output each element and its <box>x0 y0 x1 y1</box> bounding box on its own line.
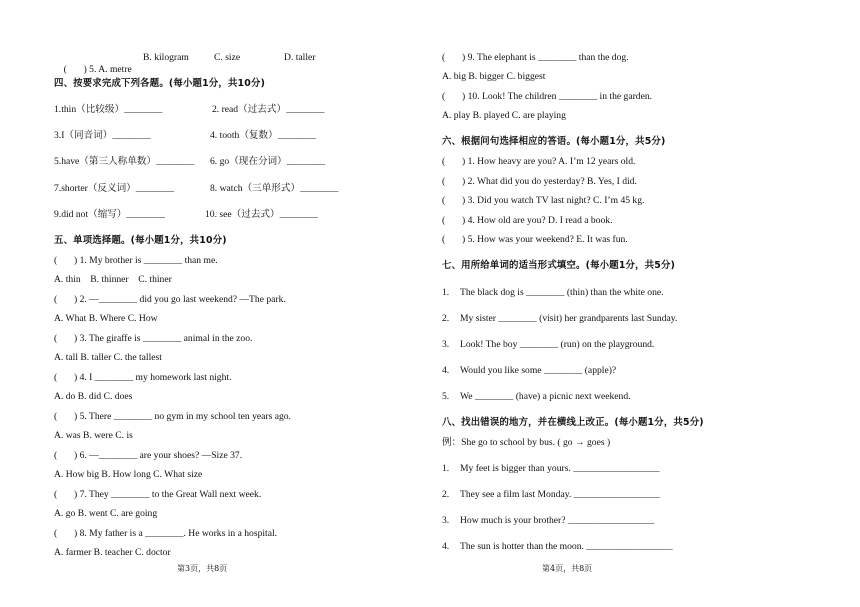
s6-line: ( ) 3. Did you watch TV last night? C. I’m 45 kg. <box>442 195 645 206</box>
s6-line: ( ) 4. How old are you? D. I read a book. <box>442 215 613 226</box>
s7-item-text: My sister ________ (visit) her grandparents last Sunday. <box>460 313 678 324</box>
s8-item-text: They see a film last Monday. __________________ <box>460 489 661 500</box>
s7-item-text: The black dog is ________ (thin) than the white one. <box>460 287 664 298</box>
section-7-title: 七、用所给单词的适当形式填空。(每小题1分，共5分) <box>442 260 676 271</box>
vocab-q5-stem: ( ) 5. A. metre <box>63 64 132 75</box>
s7-item-num: 4. <box>442 365 450 376</box>
s5-line: A. go B. went C. are going <box>54 508 158 519</box>
s4-item-6: 6. go（现在分词）________ <box>210 156 326 167</box>
s6-line: ( ) 5. How was your weekend? E. It was fun. <box>442 234 628 245</box>
s4-item-4: 4. tooth（复数）________ <box>210 130 317 141</box>
vocab-q5-option-c: C. size <box>214 52 241 63</box>
vocab-q5-option-d: D. taller <box>284 52 316 63</box>
s5-line: ( ) 5. There ________ no gym in my school ten years ago. <box>54 411 291 422</box>
s8-item-num: 2. <box>442 489 450 500</box>
s5-line: ( ) 7. They ________ to the Great Wall next week. <box>54 489 262 500</box>
s4-item-2: 2. read（过去式）________ <box>212 104 325 115</box>
s5-line: ( ) 4. I ________ my homework last night. <box>54 372 232 383</box>
s7-item-text: We ________ (have) a picnic next weekend. <box>460 391 631 402</box>
s7-item-text: Would you like some ________ (apple)? <box>460 365 617 376</box>
vocab-q5-option-b: B. kilogram <box>143 52 189 63</box>
s7-item-text: Look! The boy ________ (run) on the playground. <box>460 339 655 350</box>
s8-item-text: How much is your brother? __________________ <box>460 515 655 526</box>
s4-item-9: 9.did not（缩写）________ <box>54 209 165 220</box>
s7-item-num: 5. <box>442 391 450 402</box>
s6-line: ( ) 1. How heavy are you? A. I’m 12 years old. <box>442 156 636 167</box>
s5-line: ( ) 8. My father is a ________. He works in a hospital. <box>54 528 278 539</box>
s5-cont-line: A. play B. played C. are playing <box>442 110 566 121</box>
s8-item-text: My feet is bigger than yours. __________________ <box>460 463 660 474</box>
s5-line: ( ) 2. —________ did you go last weekend? —The park. <box>54 294 286 305</box>
s5-line: A. thin B. thinner C. thiner <box>54 274 172 285</box>
s7-item-num: 2. <box>442 313 450 324</box>
section-8-title: 八、找出错误的地方，并在横线上改正。(每小题1分，共5分) <box>442 417 704 428</box>
s8-item-num: 4. <box>442 541 450 552</box>
s4-item-7: 7.shorter（反义词）________ <box>54 183 175 194</box>
s8-example: 例：She go to school by bus. ( go → goes ) <box>442 437 611 448</box>
s5-cont-line: A. big B. bigger C. biggest <box>442 71 546 82</box>
s8-item-text: The sun is hotter than the moon. __________________ <box>460 541 673 552</box>
s5-line: A. farmer B. teacher C. doctor <box>54 547 171 558</box>
s4-item-8: 8. watch（三单形式）________ <box>210 183 339 194</box>
s8-item-num: 1. <box>442 463 450 474</box>
s6-line: ( ) 2. What did you do yesterday? B. Yes, I did. <box>442 176 637 187</box>
s4-item-1: 1.thin（比较级）________ <box>54 104 163 115</box>
s4-item-10: 10. see（过去式）________ <box>205 209 318 220</box>
s5-line: A. do B. did C. does <box>54 391 133 402</box>
s7-item-num: 3. <box>442 339 450 350</box>
s5-line: A. How big B. How long C. What size <box>54 469 203 480</box>
s5-line: ( ) 1. My brother is ________ than me. <box>54 255 218 266</box>
page-footer-right: 第4页，共8页 <box>542 564 593 573</box>
section-6-title: 六、根据问句选择相应的答语。(每小题1分，共5分) <box>442 136 666 147</box>
page-footer-left: 第3页，共8页 <box>177 564 228 573</box>
s4-item-3: 3.I（同音词）________ <box>54 130 151 141</box>
s5-cont-line: ( ) 10. Look! The children ________ in the garden. <box>442 91 653 102</box>
s5-line: A. tall B. taller C. the tallest <box>54 352 162 363</box>
s4-item-5: 5.have（第三人称单数）________ <box>54 156 195 167</box>
s5-line: A. What B. Where C. How <box>54 313 158 324</box>
section-5-title: 五、单项选择题。(每小题1分，共10分) <box>54 235 227 246</box>
s5-cont-line: ( ) 9. The elephant is ________ than the dog. <box>442 52 629 63</box>
s8-item-num: 3. <box>442 515 450 526</box>
s5-line: ( ) 6. —________ are your shoes? —Size 37. <box>54 450 243 461</box>
s7-item-num: 1. <box>442 287 450 298</box>
section-4-title: 四、按要求完成下列各题。(每小题1分，共10分) <box>54 78 266 89</box>
s5-line: ( ) 3. The giraffe is ________ animal in the zoo. <box>54 333 253 344</box>
s5-line: A. was B. were C. is <box>54 430 133 441</box>
